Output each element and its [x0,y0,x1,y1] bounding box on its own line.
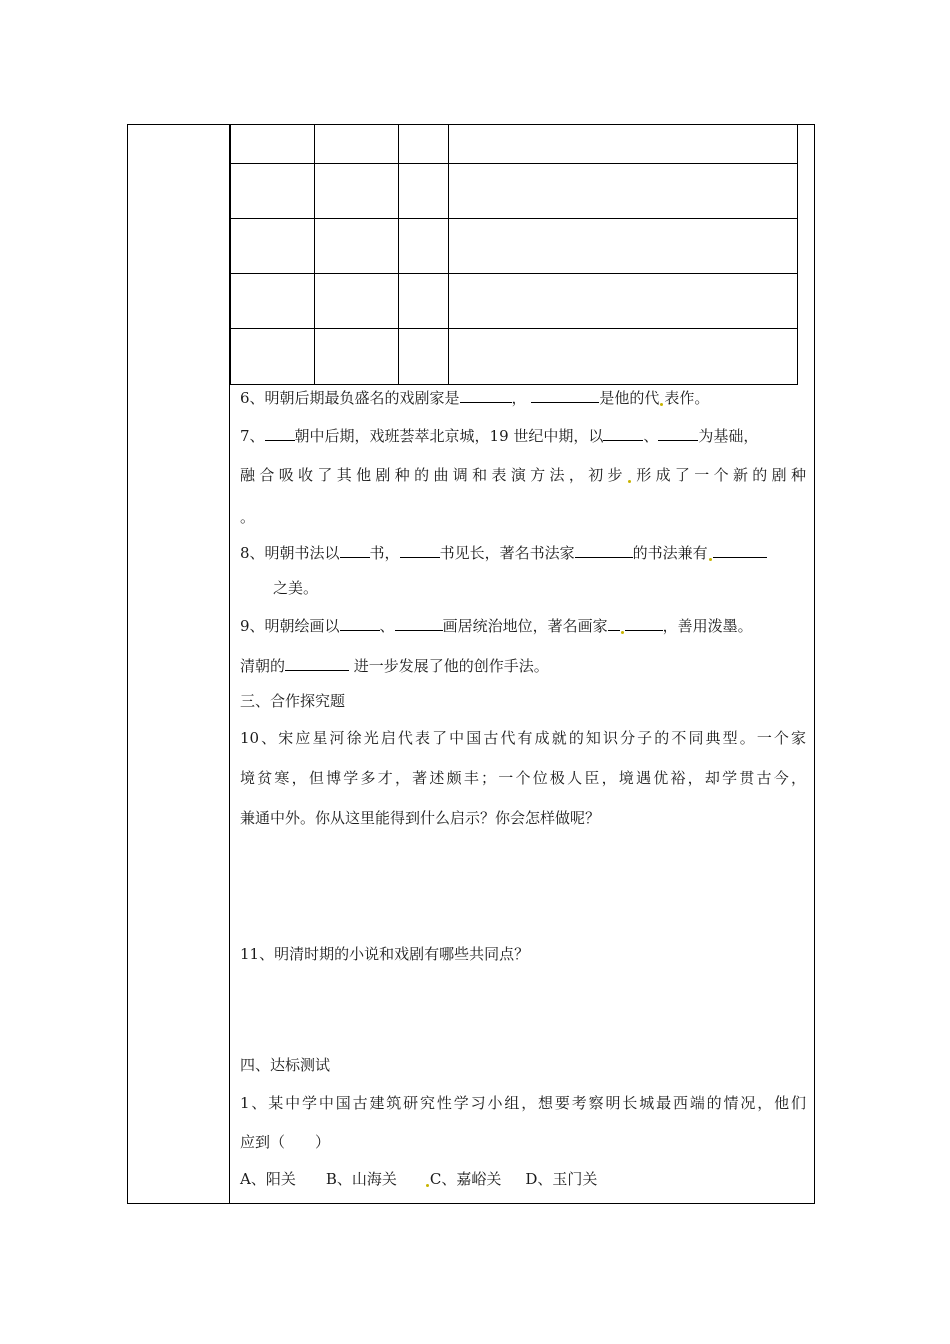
q9-text: ，善用泼墨。 [662,617,753,635]
question-7-line-3 [240,507,255,527]
question-6 [240,387,709,408]
table-cell[interactable] [231,164,315,219]
table-cell[interactable] [449,219,798,274]
answer-blank[interactable] [603,425,643,441]
table-cell[interactable] [231,329,315,385]
q9-text: 9、明朝绘画以 [240,617,340,635]
table-cell[interactable] [231,219,315,274]
question-10-line-1: 10、宋应星河徐光启代表了中国古代有成就的知识分子的不同典型。一个家 [240,729,806,747]
table-cell[interactable] [315,329,399,385]
table-cell[interactable] [315,164,399,219]
q9-text: 清朝的 [240,657,286,675]
q9-text: 、 [379,617,395,635]
table-cell[interactable] [399,274,449,329]
table-cell[interactable] [231,274,315,329]
q6-text: 是他的代 [599,389,660,407]
q7-text: 融合吸收了其他剧种的曲调和表演方法，初步 [240,466,627,484]
table-cell[interactable] [315,274,399,329]
table-cell[interactable] [315,219,399,274]
answer-blank[interactable] [531,387,599,403]
option-c[interactable]: C、嘉峪关 [429,1170,502,1188]
section-3-title: 三、合作探究题 [240,692,346,710]
table-row [231,274,798,329]
table-row [231,164,798,219]
q7-text: 、 [643,427,659,445]
q7-text: 为基础， [698,427,759,445]
option-b[interactable]: B、山海关 [325,1170,397,1188]
q8-text: 之美。 [273,579,319,597]
q6-text: 表作。 [664,389,710,407]
table-cell[interactable] [449,329,798,385]
table-cell[interactable] [449,274,798,329]
question-7-line-2 [240,465,806,485]
test-1-options [240,1169,597,1189]
q8-text: 8、明朝书法以 [240,544,340,562]
q7-text: 形成了一个新的剧种 [631,466,806,484]
test-1-line-2: 应到（ ） [240,1133,331,1151]
table-row [231,125,798,164]
table-cell[interactable] [315,125,399,164]
q7-text: 。 [240,508,256,526]
q9-text: 进一步发展了他的创作手法。 [353,657,549,675]
table-cell[interactable] [399,164,449,219]
table-cell[interactable] [449,164,798,219]
table-row [231,219,798,274]
answer-blank[interactable] [265,425,295,441]
inner-table [230,124,798,385]
test-1-line-1: 1、某中学中国古建筑研究性学习小组，想要考察明长城最西端的情况，他们 [240,1094,806,1112]
q9-text: 画居统治地位，著名画家 [442,617,608,635]
question-9-line-2 [240,655,549,676]
q7-text: 7、 [240,427,265,445]
table-cell[interactable] [231,125,315,164]
table-cell[interactable] [399,329,449,385]
question-9 [240,615,753,636]
question-8-line-2 [273,578,318,598]
table-cell[interactable] [449,125,798,164]
q6-text: 6、明朝后期最负盛名的戏剧家是 [240,389,460,407]
question-7 [240,425,758,446]
question-11: 11、明清时期的小说和戏剧有哪些共同点？ [240,945,530,963]
answer-blank[interactable] [400,542,440,558]
answer-blank[interactable] [460,387,512,403]
answer-blank[interactable] [658,425,698,441]
option-d[interactable]: D、玉门关 [525,1170,598,1188]
answer-blank[interactable] [625,615,663,631]
yellow-mark [628,480,631,483]
q8-text: 书， [369,544,400,562]
answer-blank[interactable] [340,542,370,558]
answer-blank[interactable] [575,542,633,558]
answer-blank[interactable] [608,615,620,631]
q8-text: 的书法兼有 [632,544,708,562]
question-8 [240,542,767,563]
question-10-line-2: 境贫寒，但博学多才，著述颇丰；一个位极人臣，境遇优裕，却学贯古今， [240,769,806,787]
answer-blank[interactable] [713,542,767,558]
yellow-mark [426,1184,429,1187]
q8-text: 书见长，著名书法家 [439,544,575,562]
q6-text: ， [511,389,527,407]
yellow-mark [709,558,712,561]
table-cell[interactable] [399,125,449,164]
question-10-line-3: 兼通中外。你从这里能得到什么启示？你会怎样做呢？ [240,809,601,827]
section-4-title: 四、达标测试 [240,1056,331,1074]
table-cell[interactable] [399,219,449,274]
yellow-mark [660,403,663,406]
yellow-mark [621,631,624,634]
answer-blank[interactable] [395,615,443,631]
answer-blank[interactable] [285,655,349,671]
q7-text: 朝中后期，戏班荟萃北京城，19 世纪中期，以 [294,427,604,445]
answer-blank[interactable] [340,615,380,631]
option-a[interactable]: A、阳关 [240,1170,296,1188]
table-row [231,329,798,385]
